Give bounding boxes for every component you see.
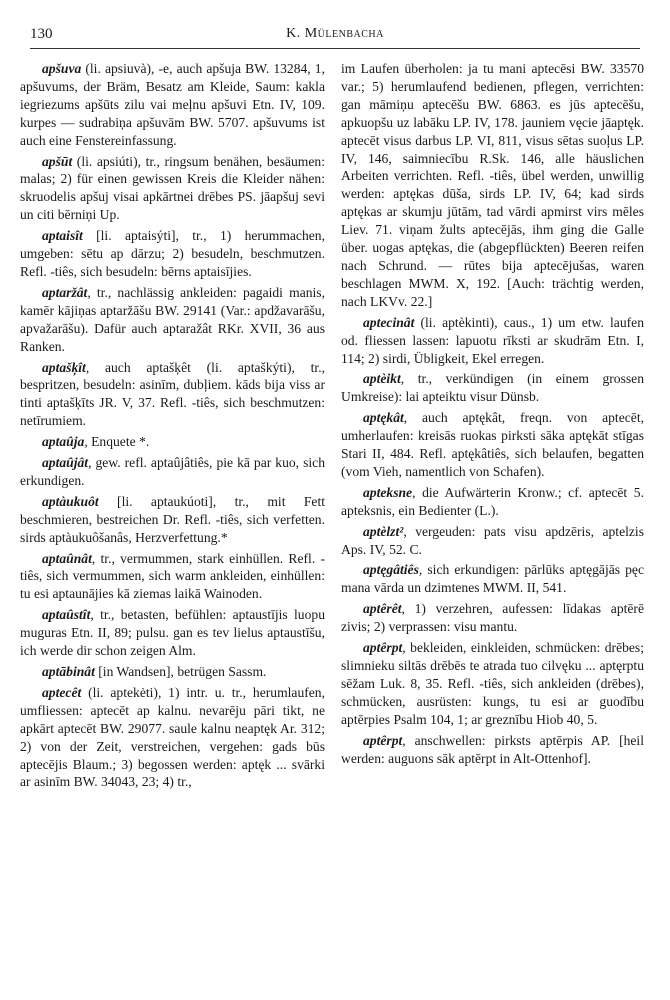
- entry-headword: aptèlzt²: [363, 523, 404, 539]
- entry-text: , die Aufwärterin Kronw.; cf. aptecēt 5. apteksnis, ein Bedienter (L.).: [341, 484, 644, 518]
- dictionary-entry: [341, 639, 644, 729]
- dictionary-entry: [20, 493, 325, 547]
- entry-text: , tr., nachlässig ankleiden: pagaidi manis, kamēr kājiņas aptaržāšu BW. 29141 (Var.: apdžavarāšu, apvažarāšu). Dafür auch aptaražât RKr. XVII, 36 aus Ranken.: [20, 284, 325, 354]
- dictionary-entry: [341, 60, 644, 311]
- entry-text: , Enquete *.: [84, 434, 150, 450]
- entry-headword: aptęgâtiês: [363, 562, 419, 578]
- right-column: [341, 60, 644, 770]
- entry-text: , tr., vermummen, stark einhüllen. Refl. -tiês, sich vermummen, sich warm ankleiden, einhüllen: tu esi aptaunājies kā ziemas laikā Wainoden.: [20, 550, 325, 602]
- dictionary-entry: [20, 284, 325, 356]
- entry-headword: aptaûnât: [42, 550, 92, 566]
- entry-headword: apteksne: [363, 484, 413, 500]
- entry-headword: aptecêt: [42, 684, 82, 700]
- dictionary-entry: [341, 732, 644, 768]
- entry-headword: apšūt: [42, 153, 73, 169]
- entry-text: , vergeuden: pats visu apdzēris, aptelzis Aps. IV, 52. C.: [341, 523, 644, 557]
- entry-text: , 1) verzehren, aufessen: līdakas aptērē zivis; 2) verprassen: visu mantu.: [341, 601, 644, 635]
- entry-headword: aptèikt: [363, 371, 401, 387]
- entry-headword: aptêrpt: [363, 640, 403, 656]
- entry-text: [li. aptaukúoti], tr., mit Fett beschmieren, bestreichen Dr. Refl. -tiês, sich verfetten. sirds aptàukuôšanâs, Herzverfettung.*: [20, 493, 325, 545]
- entry-text: (li. apsiúti), tr., ringsum benähen, besäumen: malas; 2) für einen gewissen Kreis die Kleider nähen: skruodelis apšuj visai apkārtnei drēbes PS. jāapšuj sevi un citi bērniņi Up.: [20, 153, 325, 223]
- dictionary-entry: [20, 433, 325, 451]
- entry-headword: aptaisît: [42, 228, 83, 244]
- dictionary-entry: [341, 370, 644, 406]
- dictionary-entry: [341, 600, 644, 636]
- entry-text: , bekleiden, einkleiden, schmücken: drēbes; slimnieku siltās drēbēs te atrada tuo cilvęku ... aptęrptu sēžam Luk. 8, 35. Refl. -tiês, sich ankleiden (drēbes), schmücken, ausrüsten: kungs, tu esi ar guodību aptērpies Psalm 104, 1; ar greznību Hiob 40, 5.: [341, 640, 644, 727]
- entry-headword: aptaûjât: [42, 455, 89, 471]
- header-rule: [30, 48, 640, 49]
- entry-headword: aptêrêt: [363, 601, 402, 617]
- entry-text: im Laufen überholen: ja tu mani aptecēsi BW. 33570 var.; 5) herumlaufend bedienen, pflegen, verrichten: gan māmiņu aptecēšu BW. 6863. es jūs aptecēšu, apkuopšu uz labāku LP. IV, 178. jauniem vęcie jāaptęk. aptecēt visus darbus LP. VI, 811, visus sētas suoļus LP. IV, 146, saimniecību R.Sk. 146, alle häuslichen Arbeiten verrichten. Refl. -tiês, übel werden, unwillig werden: aptękas dūša, sirds LP. IV, 64; kad sirds aptękas ar skumju jūtām, tad vārdi apmirst virs mēles Liev. 71. viņam žults aptecējās, ihm ging die Galle über. uogas aptękas, die (abgepflückten) Beeren reifen nach Schrund. — rūtes bija aptecējušas, waren beschlagen MWM. X, 192. [Auch: trächtig werden, nach LKVv. 22.]: [341, 61, 644, 309]
- entry-text: , gew. refl. aptaûjâtiês, pie kā par kuo, sich erkundigen.: [20, 455, 325, 488]
- entry-headword: aptêrpt: [363, 732, 403, 748]
- entry-text: [li. aptaisýti], tr., 1) herummachen, umgeben: sētu ap dārzu; 2) besudeln, beschmutzen. Refl. -tiês, sich besudeln: bērns aptaisījies.: [20, 228, 325, 279]
- entry-text: , auch aptašķêt (li. aptaškýti), tr., bespritzen, besudeln: asinīm, dubļiem. kāds bija viss ar tinti aptašķīts JR. V, 37. Refl. -tiês, sich beschmutzen: netīrumiem.: [20, 359, 325, 429]
- dictionary-entry: [341, 523, 644, 559]
- entry-headword: aptękât: [363, 410, 404, 426]
- entry-text: , tr., betasten, befühlen: aptaustījis luopu muguras Etn. II, 89; pulsu. gan es tev lielus aptaustīšu, ich werde dir schon zeigen Alm.: [20, 607, 325, 659]
- dictionary-entry: [341, 409, 644, 481]
- dictionary-entry: [20, 454, 325, 490]
- left-column: [20, 60, 325, 794]
- entry-text: (li. aptèkinti), caus., 1) um etw. laufen od. fliessen lassen: lapuotu rīksti ar skudrām Etn. I, 114; 2) sirdi, Übligkeit, Ekel erregen.: [341, 314, 644, 366]
- dictionary-entry: [20, 227, 325, 281]
- entry-headword: aptaûstît: [42, 607, 91, 623]
- entry-text: , tr., verkündigen (in einem grossen Umkreise): lai apteiktu visur Dünsb.: [341, 371, 644, 405]
- entry-text: , auch aptękât, freqn. von aptecēt, umherlaufen: kreisās ruokas pirksti sāka aptękāt stīgas Stari II, 484. Refl. aptękâtiês, sich belaufen, begatten (vom Vieh, namentlich von Schafen).: [341, 410, 644, 479]
- dictionary-entry: [20, 663, 325, 681]
- dictionary-entry: [20, 550, 325, 604]
- dictionary-entry: [341, 484, 644, 520]
- dictionary-entry: [20, 606, 325, 660]
- entry-text: , sich erkundigen: pārlūks aptęgājās pęc mana vārda un dzimtenes MWM. II, 541.: [341, 562, 644, 596]
- dictionary-entry: [341, 561, 644, 597]
- dictionary-entry: [20, 684, 325, 791]
- entry-text: , anschwellen: pirksts aptērpis AP. [heil werden: auguons sāk aptērpt in Alt-Ottenhof].: [341, 732, 644, 766]
- entry-headword: apšuva: [42, 61, 82, 76]
- entry-headword: aptaržât: [42, 284, 88, 300]
- entry-headword: aptàukuôt: [42, 493, 99, 509]
- page-header: [30, 22, 640, 46]
- entry-headword: aptābinât: [42, 664, 95, 679]
- entry-headword: aptecinât: [363, 314, 415, 330]
- entry-text: (li. aptekėti), 1) intr. u. tr., herumlaufen, umfliessen: aptecēt ap kalnu. nevarēju pāri tikt, ne apkārt aptecēt BW. 29077. saule kalnu neaptęk Ar. 312; 2) von der Zeit, verstreichen, vergehen: gads būs aptecējis Blaum.; 3) begossen werden: aptęk ... svārki ar asinīm BW. 34043, 23; 4) tr.,: [20, 684, 325, 790]
- dictionary-entry: [20, 153, 325, 225]
- running-head: K. Mülenbacha: [286, 26, 384, 41]
- dictionary-entry: [20, 60, 325, 150]
- dictionary-entry: [20, 359, 325, 431]
- entry-text: (li. apsiuvà), -e, auch apšuja BW. 13284, 1, apšuvums, der Bräm, Besatz am Kleide, Saum: kakla iegriezums apšūts zilu vai meļnu apšuvi Etn. IV, 109. kurpes — sudrabiņa apšuvām BW. 5707. apšuvums ist auch eine Fenstereinfassung.: [20, 61, 325, 148]
- entry-text: [in Wandsen], betrügen Sassm.: [94, 664, 267, 679]
- dictionary-entry: [341, 314, 644, 368]
- entry-headword: aptaûja: [42, 434, 85, 450]
- entry-headword: aptašķît: [42, 359, 86, 375]
- page-number: 130: [30, 26, 53, 42]
